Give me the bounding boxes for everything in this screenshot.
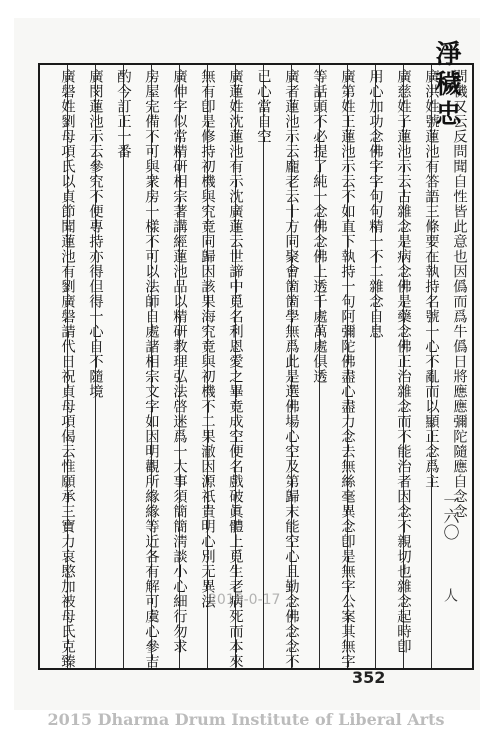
text-column: 酌今訂正一番 [115, 69, 131, 159]
page-number: 352 [352, 668, 386, 687]
side-mark: 人 [442, 588, 458, 602]
folio-label: 一六〇 [441, 492, 460, 540]
institution-watermark: 2015 Dharma Drum Institute of Liberal Arts [47, 710, 445, 729]
stamp-watermark: 2015-0-17 [208, 592, 281, 608]
text-column: 廣慈姓子蓮池示云古雜念是病念佛是藥念佛正治雜念而不能治者因念不親切也雜念起時卽 [395, 69, 411, 654]
text-column: 廣洪姓號蓮池有答語三條要在執持名號一心不亂而以顯正念爲主 [423, 69, 439, 489]
text-column: 廣閔蓮池示云參究不便專持亦得但得一心自不隨境 [87, 69, 103, 399]
column-rule [263, 65, 264, 668]
text-column: 問機又云反問聞自性皆此意也因僞而爲牛僞日將應應彌陀隨應自念念 [451, 69, 467, 519]
text-column: 廣第姓王蓮池示云不如直下執持一句阿彌陀佛盡心盡力念去無絲毫異念卽是無字公案其無字 [339, 69, 355, 669]
text-column: 無有卽是修持初機與究竟同歸因該果海究竟與初機不二果澈因源祇貴明心別无異法 [199, 69, 215, 609]
book-title: 淨穢忠 [431, 40, 461, 130]
text-column: 廣磐姓劉母項氏以貞節聞蓮池有劉廣磐請代日祝貞母項偈云惟願承三寶力哀愍加被母氏克臻 [59, 69, 75, 669]
text-column: 已心當自空 [255, 69, 271, 144]
text-column: 等話頭不必提了純一念佛念佛上透千處萬處俱透 [311, 69, 327, 384]
text-frame [38, 63, 474, 670]
text-column: 廣蓮姓沈蓮池有示沈廣蓮云世諦中覓名利恩愛之畢竟成空便名戲破眞體上覓生老病死而本來 [227, 69, 243, 669]
text-column: 房屋完備不可與衆房一樣不可以法師自處諸相宗文字如因明觀所緣緣等近各有解可虞心參吉 [143, 69, 159, 669]
text-column: 廣伸字似常精研相宗著講經蓮池品以精研教理弘法啓迷爲一大事須簡簡淸談小心細行勿求 [171, 69, 187, 654]
text-column: 廣者蓮池示云龐老云十方同聚會箇箇學無爲此是選佛場心空及第歸末能空心且勤念佛念念不 [283, 69, 299, 669]
text-column: 用心加功念佛字字句句精一不二雜念自息 [367, 69, 383, 339]
